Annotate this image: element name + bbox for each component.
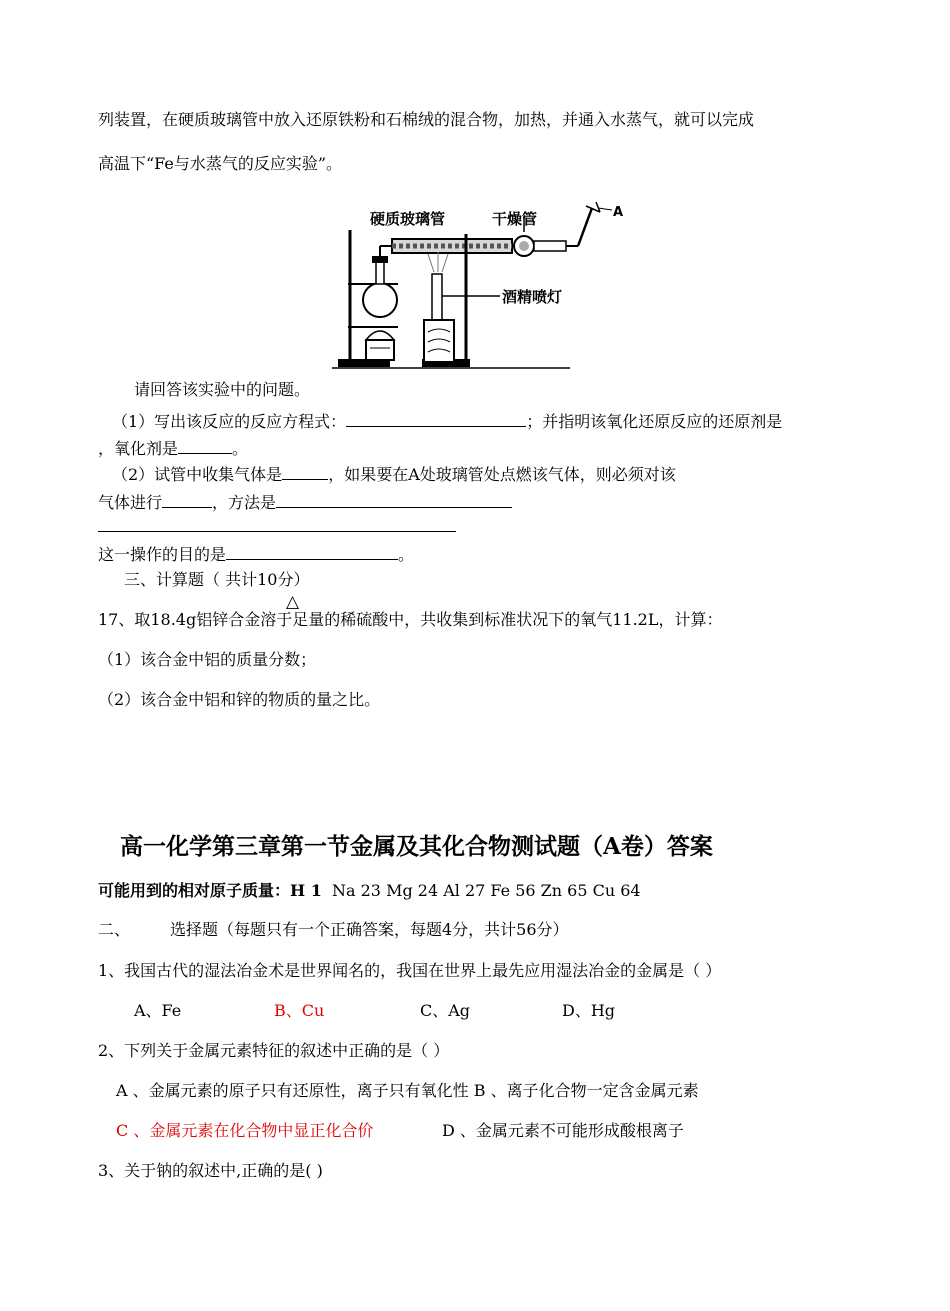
q2-option-d: D 、金属元素不可能形成酸根离子: [442, 1121, 684, 1140]
intro-line-2: 高温下“Fe与水蒸气的反应实验”。: [98, 154, 343, 173]
question-1-line-2: [98, 437, 248, 459]
label-drying-tube: 干燥管: [492, 210, 538, 228]
question-2-line-2: [98, 491, 512, 513]
question-1-line: [112, 410, 782, 432]
answer-question-2: 2、下列关于金属元素特征的叙述中正确的是（ ）: [98, 1041, 450, 1060]
q2-operation-blank[interactable]: [162, 491, 212, 508]
delivery-tube: [578, 208, 592, 246]
atomic-masses: [98, 881, 641, 901]
alcohol-blast-lamp: [424, 320, 454, 362]
answer-question-3: 3、关于钠的叙述中,正确的是( ): [98, 1161, 323, 1180]
intro-line-1: 列装置，在硬质玻璃管中放入还原铁粉和石棉绒的混合物，加热，并通入水蒸气，就可以完成: [98, 110, 755, 129]
atomic-masses-label: 可能用到的相对原子质量：H 1: [98, 881, 322, 900]
question-17-part-2: （2）该合金中铝和锌的物质的量之比。: [98, 690, 381, 709]
q1-option-d: D、Hg: [562, 1001, 616, 1020]
q1-option-c: C、Ag: [420, 1001, 471, 1020]
q2-text-b: ，如果要在A处玻璃管处点燃该气体，则必须对该: [328, 465, 676, 484]
label-hard-glass-tube: 硬质玻璃管: [370, 210, 446, 228]
question-17: 17、取18.4g铝锌合金溶于足量的稀硫酸中，共收集到标准状况下的氧气11.2L，计算：: [98, 610, 723, 629]
q2-method-blank-continued[interactable]: [98, 531, 456, 532]
label-alcohol-lamp: 酒精喷灯: [502, 288, 563, 306]
burner-under-flask: [366, 340, 394, 360]
q1-option-b-correct: B、Cu: [274, 1001, 325, 1020]
q1-oxidant-blank[interactable]: [178, 437, 232, 454]
q1-text-a: （1）写出该反应的反应方程式：: [112, 412, 347, 431]
round-flask: [363, 283, 397, 317]
section-3-heading: 三、计算题（ 共计10分）: [124, 570, 310, 589]
q1-option-a: A、Fe: [134, 1001, 182, 1020]
question-2-line: [112, 463, 676, 485]
q2-text-e: 这一操作的目的是: [98, 545, 227, 564]
q2-gas-blank[interactable]: [282, 463, 328, 480]
q2-text-d: ，方法是: [212, 493, 277, 512]
apparatus-figure: [330, 192, 630, 372]
q2-text-a: （2）试管中收集气体是: [112, 465, 283, 484]
question-17-part-1: （1）该合金中铝的质量分数；: [98, 650, 317, 669]
heating-triangle-symbol: △: [286, 592, 300, 612]
q2-method-blank[interactable]: [276, 491, 512, 508]
answer-title: 高一化学第三章第一节金属及其化合物测试题（A卷）答案: [120, 833, 713, 860]
section-2-heading: 选择题（每题只有一个正确答案，每题4分，共计56分）: [170, 920, 569, 939]
q2-options-a-b: A 、金属元素的原子只有还原性，离子只有氧化性 B 、离子化合物一定含金属元素: [116, 1081, 699, 1100]
section-2-number: 二、: [98, 920, 131, 939]
q2-option-c-correct: C 、金属元素在化合物中显正化合价: [116, 1121, 374, 1140]
q2-end: 。: [398, 545, 415, 564]
q1-equation-blank[interactable]: [346, 410, 526, 427]
q1-text-b: ；并指明该氧化还原反应的还原剂是: [526, 412, 783, 431]
question-2-line-3: [98, 543, 414, 565]
answer-question-1: 1、我国古代的湿法冶金术是世界闻名的，我国在世界上最先应用湿法冶金的金属是（ ）: [98, 961, 722, 980]
question-prompt: 请回答该实验中的问题。: [134, 380, 311, 399]
q2-purpose-blank[interactable]: [226, 543, 398, 560]
label-a: A: [613, 205, 624, 220]
atomic-masses-values: Na 23 Mg 24 Al 27 Fe 56 Zn 65 Cu 64: [332, 881, 641, 900]
q1-text-c: ，氧化剂是: [98, 439, 179, 458]
q1-end: 。: [232, 439, 249, 458]
q2-text-c: 气体进行: [98, 493, 163, 512]
